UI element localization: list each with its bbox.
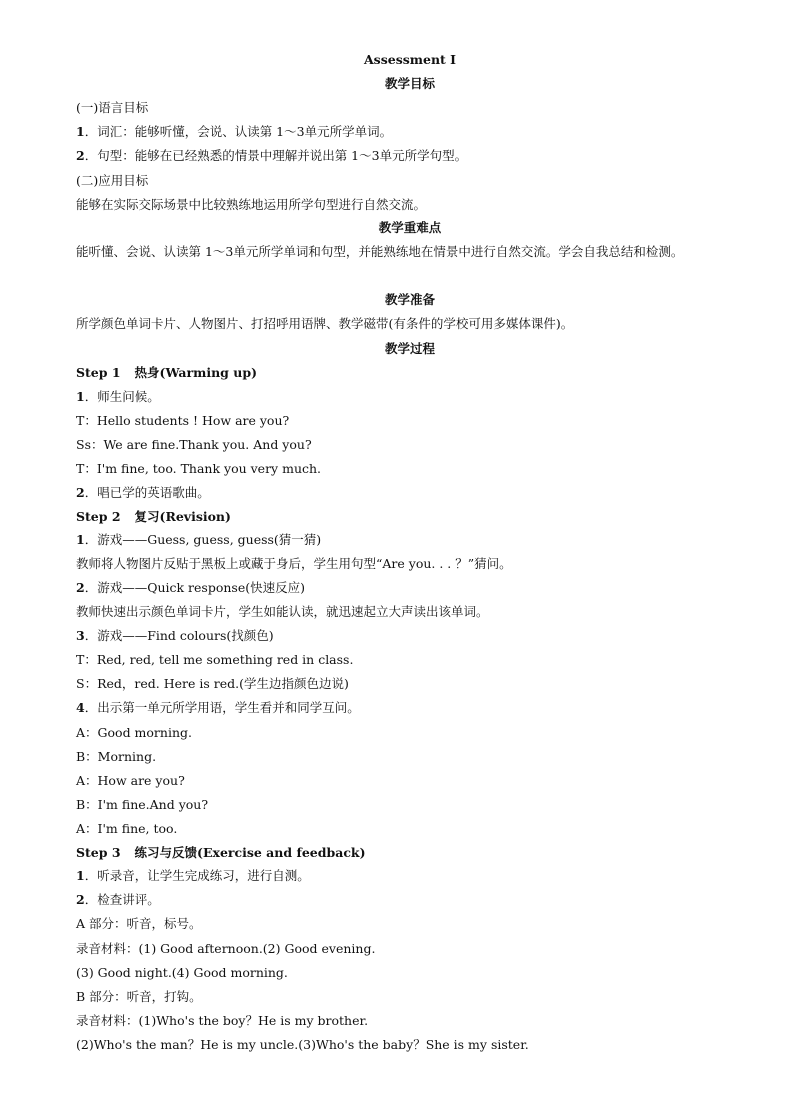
item-number: 2 bbox=[76, 892, 85, 907]
key-points-text: 能听懂、会说、认读第 1～3单元所学单词和句型，并能熟练地在情景中进行自然交流。学会自我总结和检测。 bbox=[76, 244, 684, 259]
item-text: ．听录音，让学生完成练习，进行自测。 bbox=[84, 868, 310, 883]
language-goals-heading: (一)语言目标 bbox=[76, 100, 149, 115]
part-b-label: B 部分：听音，打钩。 bbox=[76, 989, 202, 1004]
recording-material: 录音材料：(1)Who's the boy？He is my brother. bbox=[76, 1013, 369, 1028]
step1-heading bbox=[76, 365, 257, 381]
step3-item-review bbox=[76, 892, 160, 908]
dialogue-line: Ss：We are fine.Thank you. And you? bbox=[76, 437, 312, 452]
dialogue-line: B：I'm fine.And you? bbox=[76, 797, 209, 812]
item-number: 1 bbox=[76, 389, 85, 404]
goal-item-sentences bbox=[76, 148, 467, 164]
dialogue-line: T：Red, red, tell me something red in class. bbox=[76, 652, 354, 667]
dialogue-line: T：I'm fine, too. Thank you very much. bbox=[76, 461, 322, 476]
item-text: ．词汇：能够听懂，会说、认读第 1～3单元所学单词。 bbox=[84, 124, 393, 139]
item-text: ．句型：能够在已经熟悉的情景中理解并说出第 1～3单元所学句型。 bbox=[84, 148, 468, 163]
item-text: ．游戏——Guess, guess, guess(猜一猜) bbox=[84, 532, 322, 547]
step2-game-guess bbox=[76, 532, 321, 548]
goals-heading: 教学目标 bbox=[384, 76, 435, 91]
item-text: ．唱已学的英语歌曲。 bbox=[84, 485, 210, 500]
item-number: 1 bbox=[76, 532, 85, 547]
dialogue-line: A：Good morning. bbox=[76, 725, 192, 740]
item-number: 2 bbox=[76, 148, 85, 163]
key-points-heading: 教学重难点 bbox=[378, 220, 442, 235]
item-text: ．师生问候。 bbox=[84, 389, 160, 404]
step-title: 练习与反馈(Exercise and feedback) bbox=[134, 845, 366, 860]
item-text: ．出示第一单元所学用语，学生看并和同学互问。 bbox=[84, 700, 360, 715]
recording-material: 录音材料：(1) Good afternoon.(2) Good evening. bbox=[76, 941, 376, 956]
step2-heading bbox=[76, 509, 231, 525]
step1-item-greeting bbox=[76, 389, 160, 405]
dialogue-line: S：Red，red. Here is red.(学生边指颜色边说) bbox=[76, 676, 349, 691]
process-heading: 教学过程 bbox=[384, 341, 435, 356]
dialogue-line: A：How are you? bbox=[76, 773, 185, 788]
item-number: 4 bbox=[76, 700, 85, 715]
item-number: 3 bbox=[76, 628, 85, 643]
step-label: Step 1 bbox=[76, 365, 121, 380]
game-description: 教师将人物图片反贴于黑板上或藏于身后，学生用句型“Are you. . . ？”猜问。 bbox=[76, 556, 512, 571]
preparation-heading: 教学准备 bbox=[384, 292, 435, 307]
item-text: ．游戏——Find colours(找颜色) bbox=[84, 628, 274, 643]
item-number: 1 bbox=[76, 868, 85, 883]
application-goals-text: 能够在实际交际场景中比较熟练地运用所学句型进行自然交流。 bbox=[76, 197, 427, 212]
recording-material: (2)Who's the man？He is my uncle.(3)Who's the baby？She is my sister. bbox=[76, 1037, 529, 1052]
step3-item-listen bbox=[76, 868, 310, 884]
step2-game-find-colours bbox=[76, 628, 274, 644]
step2-game-quick-response bbox=[76, 580, 305, 596]
preparation-text: 所学颜色单词卡片、人物图片、打招呼用语牌、教学磁带(有条件的学校可用多媒体课件)。 bbox=[76, 316, 574, 331]
item-number: 2 bbox=[76, 485, 85, 500]
game-description: 教师快速出示颜色单词卡片，学生如能认读，就迅速起立大声读出该单词。 bbox=[76, 604, 489, 619]
step1-item-song bbox=[76, 485, 210, 501]
dialogue-line: B：Morning. bbox=[76, 749, 157, 764]
application-goals-heading: (二)应用目标 bbox=[76, 173, 149, 188]
item-text: ．检查讲评。 bbox=[84, 892, 160, 907]
step3-heading bbox=[76, 845, 366, 861]
item-number: 2 bbox=[76, 580, 85, 595]
item-number: 1 bbox=[76, 124, 85, 139]
part-a-label: A 部分：听音，标号。 bbox=[76, 916, 202, 931]
document-title: Assessment Ⅰ bbox=[363, 52, 457, 67]
step-title: 复习(Revision) bbox=[134, 509, 231, 524]
step2-item-dialogue bbox=[76, 700, 360, 716]
step-label: Step 2 bbox=[76, 509, 121, 524]
recording-material: (3) Good night.(4) Good morning. bbox=[76, 965, 288, 980]
dialogue-line: A：I'm fine, too. bbox=[76, 821, 178, 836]
goal-item-vocabulary bbox=[76, 124, 392, 140]
step-label: Step 3 bbox=[76, 845, 121, 860]
dialogue-line: T：Hello students ! How are you? bbox=[76, 413, 290, 428]
step-title: 热身(Warming up) bbox=[134, 365, 257, 380]
item-text: ．游戏——Quick response(快速反应) bbox=[84, 580, 305, 595]
